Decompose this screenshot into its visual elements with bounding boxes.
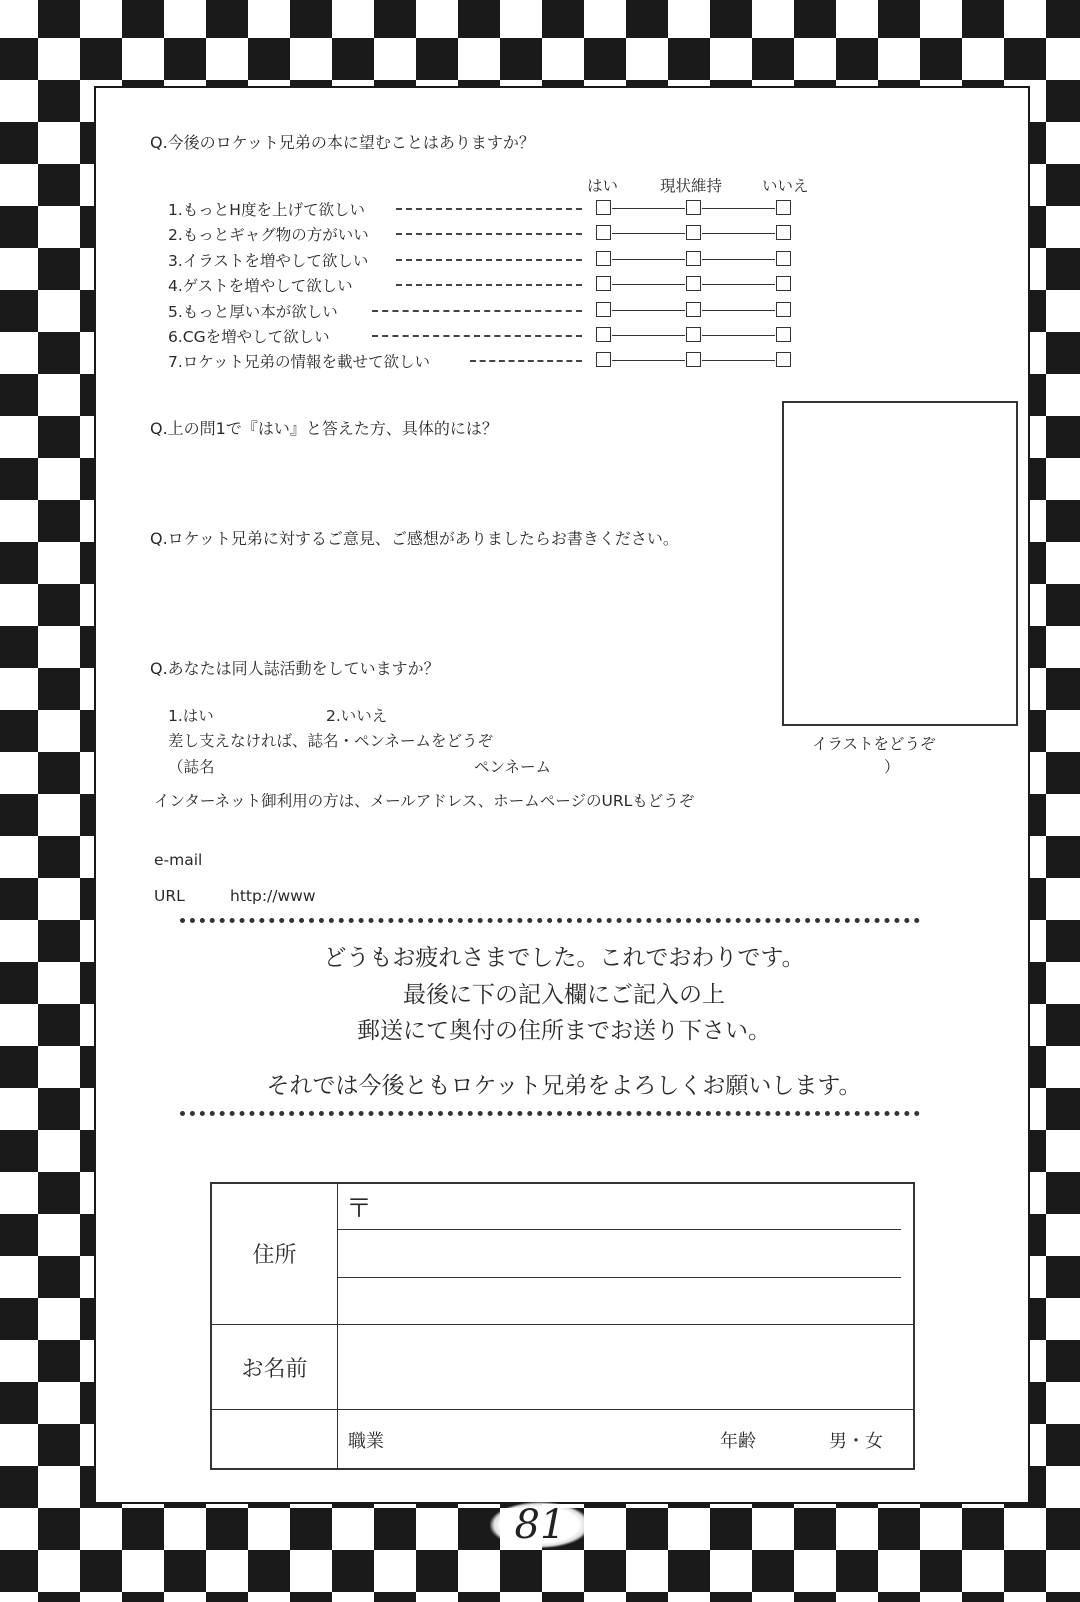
penname-label: ペンネーム [474, 758, 552, 776]
checkbox-no[interactable] [776, 327, 791, 342]
leader-line [396, 259, 582, 261]
closing-line-3: 郵送にて奥付の住所までお送り下さい。 [357, 1018, 771, 1044]
address-line [337, 1277, 901, 1278]
checkbox-keep[interactable] [686, 276, 701, 291]
occupation-label: 職業 [348, 1431, 384, 1452]
internet-prompt: インターネット御利用の方は、メールアドレス、ホームページのURLもどうぞ [154, 792, 695, 810]
checkbox-yes[interactable] [596, 352, 611, 367]
connector-line [702, 335, 775, 336]
page-number: 81 [490, 1502, 590, 1548]
survey-item-label: 6.CGを増やして欲しい [168, 328, 330, 346]
magazine-name-label: （誌名 [168, 758, 215, 776]
connector-line [702, 284, 775, 285]
checkbox-yes[interactable] [596, 225, 611, 240]
checkbox-keep[interactable] [686, 251, 701, 266]
connector-line [702, 360, 775, 361]
connector-line [702, 208, 775, 209]
form-column-divider [337, 1184, 338, 1468]
checkbox-yes[interactable] [596, 200, 611, 215]
closing-line-4: それでは今後ともロケット兄弟をよろしくお願いします。 [266, 1073, 862, 1099]
connector-line [702, 310, 775, 311]
paren-close: ） [884, 758, 900, 776]
checkbox-keep[interactable] [686, 327, 701, 342]
connector-line [612, 310, 685, 311]
leader-line [396, 284, 582, 286]
checkbox-yes[interactable] [596, 276, 611, 291]
closing-line-1: どうもお疲れさまでした。これでおわりです。 [323, 945, 805, 971]
dotted-divider-top [180, 918, 920, 923]
email-label: e-mail [154, 851, 203, 869]
address-label: 住所 [252, 1243, 297, 1268]
leader-line [372, 310, 582, 312]
question-2: Q.上の問1で『はい』と答えた方、具体的には？ [150, 419, 498, 438]
address-line [337, 1229, 901, 1230]
checkbox-keep[interactable] [686, 225, 701, 240]
connector-line [702, 233, 775, 234]
connector-line [612, 208, 685, 209]
question-4: Q.あなたは同人誌活動をしていますか？ [150, 659, 440, 678]
form-row-divider [212, 1409, 913, 1410]
checkbox-no[interactable] [776, 352, 791, 367]
option-no: 2.いいえ [326, 707, 388, 725]
survey-item-label: 3.イラストを増やして欲しい [168, 252, 369, 270]
connector-line [612, 360, 685, 361]
address-field[interactable] [346, 1236, 894, 1272]
leader-line [396, 208, 582, 210]
checkbox-yes[interactable] [596, 327, 611, 342]
question-3: Q.ロケット兄弟に対するご意見、ご感想がありましたらお書きください。 [150, 529, 679, 548]
questionnaire-page [94, 86, 1030, 1504]
connector-line [702, 259, 775, 260]
checkbox-no[interactable] [776, 225, 791, 240]
survey-item-label: 2.もっとギャグ物の方がいい [168, 226, 369, 244]
closing-line-2: 最後に下の記入欄にご記入の上 [403, 982, 725, 1008]
checkbox-no[interactable] [776, 302, 791, 317]
form-row-divider [212, 1324, 913, 1325]
checkbox-no[interactable] [776, 200, 791, 215]
connector-line [612, 259, 685, 260]
url-label: URL [154, 887, 185, 905]
dotted-divider-bottom [180, 1111, 920, 1116]
checkbox-no[interactable] [776, 251, 791, 266]
penname-prompt: 差し支えなければ、誌名・ペンネームをどうぞ [168, 732, 494, 750]
leader-line [396, 233, 582, 235]
checkbox-no[interactable] [776, 276, 791, 291]
name-field[interactable] [346, 1330, 894, 1404]
postal-mark: 〒 [346, 1194, 373, 1224]
address-field-2[interactable] [346, 1282, 894, 1320]
checkbox-keep[interactable] [686, 302, 701, 317]
connector-line [612, 284, 685, 285]
reply-form [210, 1182, 915, 1470]
checkbox-yes[interactable] [596, 302, 611, 317]
checkbox-yes[interactable] [596, 251, 611, 266]
survey-item-label: 4.ゲストを増やして欲しい [168, 277, 353, 295]
age-label: 年齢 [720, 1431, 756, 1452]
leader-line [372, 335, 582, 337]
option-yes: 1.はい [168, 707, 214, 725]
checkbox-keep[interactable] [686, 200, 701, 215]
illustration-caption: イラストをどうぞ [812, 735, 936, 753]
column-no: いいえ [762, 177, 809, 195]
connector-line [612, 233, 685, 234]
column-keep: 現状維持 [660, 177, 723, 195]
survey-item-label: 5.もっと厚い本が欲しい [168, 303, 338, 321]
survey-item-label: 7.ロケット兄弟の情報を載せて欲しい [168, 353, 431, 371]
checkbox-keep[interactable] [686, 352, 701, 367]
survey-item-label: 1.もっとH度を上げて欲しい [168, 201, 365, 219]
leader-line [470, 360, 582, 362]
illustration-box[interactable] [782, 401, 1018, 726]
column-yes: はい [587, 177, 619, 195]
question-1: Q.今後のロケット兄弟の本に望むことはありますか？ [150, 133, 535, 152]
name-label: お名前 [241, 1357, 308, 1382]
gender-label: 男・女 [829, 1431, 883, 1452]
url-value: http://www [230, 887, 316, 905]
connector-line [612, 335, 685, 336]
